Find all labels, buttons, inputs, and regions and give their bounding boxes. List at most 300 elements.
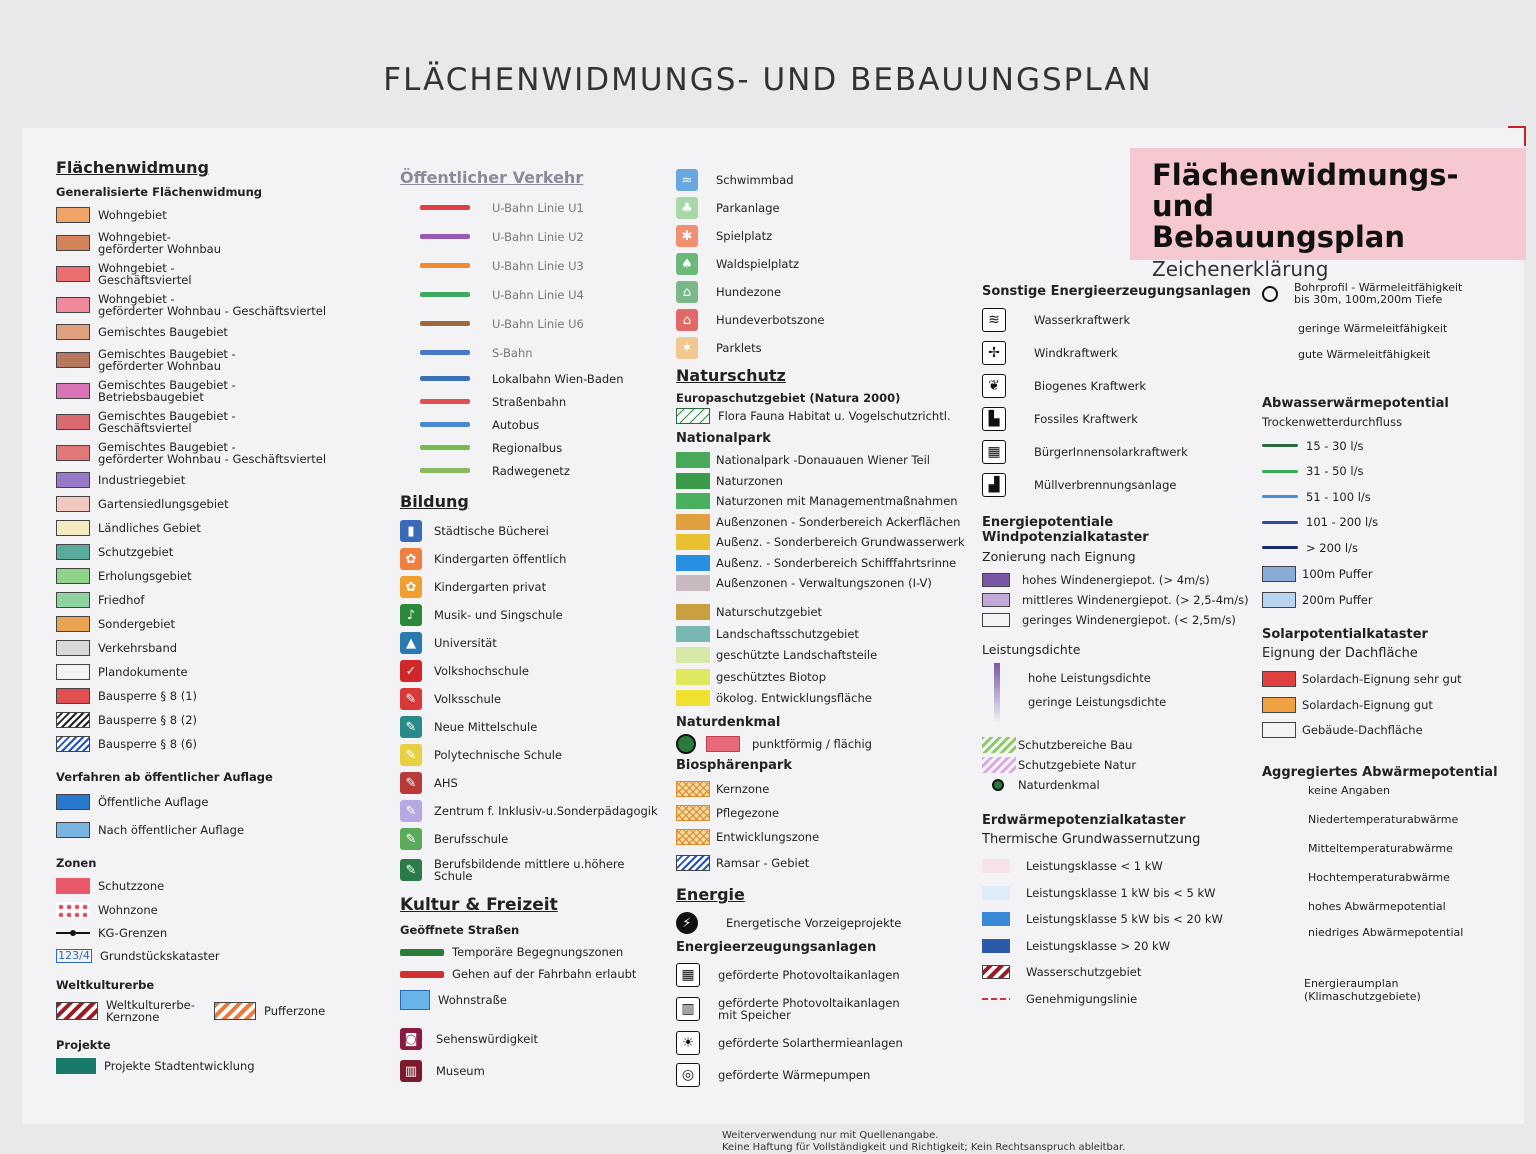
list-item: Nach öffentlicher Auflage: [56, 816, 386, 844]
sub-weltkulturerbe: Weltkulturerbe: [56, 978, 155, 992]
naturdenkmal-point-icon: [676, 734, 696, 754]
list-item: Pflegezone: [676, 801, 976, 825]
list-item: Naturzonen mit Managementmaßnahmen: [676, 491, 976, 512]
forest-icon: ♠: [676, 253, 698, 275]
legend-swatch: [982, 613, 1010, 627]
list-item: ♠ Waldspielplatz: [676, 250, 976, 278]
book-icon: ▮: [400, 520, 422, 542]
legend-swatch: [982, 939, 1010, 953]
list-item: ▥ geförderte Photovoltaikanlagen mit Speicher: [676, 991, 976, 1027]
list-item: Autobus: [400, 413, 676, 436]
sub-abwasser: Abwasserwärmepotential: [1262, 396, 1449, 411]
column-energie: [982, 278, 1268, 1012]
welterbe-row: Weltkulturerbe- Kernzone Pufferzone: [56, 996, 386, 1026]
legend-title-line2: Bebauungsplan: [1152, 220, 1405, 254]
heat-pump-icon: ◎: [676, 1063, 700, 1087]
column-abwaerme: [1262, 278, 1524, 1003]
legend-swatch: [56, 352, 90, 368]
biosphaere-swatch: [676, 781, 710, 797]
landmark-icon: ◙: [400, 1028, 422, 1050]
solar-panel-icon: ▦: [676, 963, 700, 987]
line-sample-icon: [420, 234, 470, 239]
freizeit-list: [676, 166, 976, 362]
kg-grenzen-line-icon: [56, 930, 90, 936]
column-flaechenwidmung: [56, 154, 386, 1076]
legend-swatch: [56, 496, 90, 512]
line-sample-icon: [400, 971, 444, 978]
line-sample-icon: [1262, 444, 1298, 447]
list-item: Wohngebiet- geförderter Wohnbau: [56, 227, 386, 258]
kataster-number: 123/4: [56, 949, 92, 963]
legend-swatch: [1262, 671, 1296, 687]
no-dog-icon: ⌂: [676, 309, 698, 331]
legend-swatch: [56, 640, 90, 656]
legend-swatch: [56, 472, 90, 488]
list-item: KG-Grenzen: [56, 922, 386, 944]
list-item: Schutzzone: [56, 874, 386, 898]
list-item: geschütztes Biotop: [676, 666, 976, 688]
list-item: Flora Fauna Habitat u. Vogelschutzrichtl.: [676, 407, 976, 425]
list-item: Regionalbus: [400, 436, 676, 459]
legend-swatch: [56, 207, 90, 223]
list-item: Nationalpark -Donauauen Wiener Teil: [676, 450, 976, 471]
solar-panel-icon: ▦: [982, 440, 1006, 464]
list-item: Sondergebiet: [56, 612, 386, 636]
legend-swatch: [982, 573, 1010, 587]
legend-swatch: [56, 822, 90, 838]
sub-erzeugung: Energieerzeugungsanlagen: [676, 940, 877, 955]
heading-bildung: Bildung: [400, 492, 469, 511]
grundwasser-label: Thermische Grundwassernutzung: [982, 832, 1201, 847]
schutz-list: [676, 602, 976, 710]
dog-icon: ⌂: [676, 281, 698, 303]
list-item: U-Bahn Linie U4: [400, 280, 676, 309]
biosphaere-swatch: [676, 829, 710, 845]
list-item: Gebäude-Dachfläche: [1262, 718, 1524, 744]
sun-icon: ☀: [676, 1031, 700, 1055]
list-item: Außenz. - Sonderbereich Grundwasserwerk: [676, 532, 976, 553]
list-item: > 200 l/s: [1262, 535, 1524, 561]
list-item: 51 - 100 l/s: [1262, 484, 1524, 510]
list-item: Wohngebiet - geförderter Wohnbau - Geschäftsviertel: [56, 289, 386, 320]
pen-icon: ✎: [400, 772, 422, 794]
list-item: ✎ Volksschule: [400, 685, 676, 713]
list-item: Wohnstraße: [400, 985, 676, 1015]
biosphaere-swatch: [676, 855, 710, 871]
legend-swatch: [1262, 722, 1296, 738]
legend-swatch: [56, 616, 90, 632]
list-item: keine Angaben: [1308, 784, 1390, 797]
list-item: S-Bahn: [400, 338, 676, 367]
legend-swatch: [56, 592, 90, 608]
line-sample-icon: [420, 445, 470, 450]
zonen-list: [56, 874, 386, 968]
dichte-gradient-bar: [994, 663, 1000, 723]
line-sample-icon: [420, 205, 470, 210]
list-item: ✎ AHS: [400, 769, 676, 797]
list-item: ✎ Neue Mittelschule: [400, 713, 676, 741]
list-item: Leistungsklasse 5 kW bis < 20 kW: [982, 906, 1268, 933]
line-sample-icon: [1262, 521, 1298, 524]
bohrprofil-row: Bohrprofil - Wärmeleitfähigkeit bis 30m, 100m,200m Tiefe: [1262, 278, 1524, 310]
list-item: geschützte Landschaftsteile: [676, 645, 976, 667]
sub-aggregiert: Aggregiertes Abwärmepotential: [1262, 765, 1498, 780]
legend-swatch: [56, 235, 90, 251]
wohnstrasse-swatch: [400, 990, 430, 1010]
line-sample-icon: [420, 376, 470, 381]
line-sample-icon: [400, 949, 444, 956]
sub-zonen: Zonen: [56, 856, 97, 870]
projekte-swatch: [56, 1058, 96, 1074]
list-item: ◎ geförderte Wärmepumpen: [676, 1059, 976, 1091]
list-item: Wohngebiet: [56, 203, 386, 227]
sub-solar: Solarpotentialkataster: [1262, 626, 1428, 642]
list-item: geringes Windenergiepot. (< 2,5m/s): [982, 610, 1268, 630]
line-sample-icon: [420, 263, 470, 268]
legend-swatch: [56, 568, 90, 584]
list-item: ≈ Schwimmbad: [676, 166, 976, 194]
welterbe-kern-swatch: [56, 1002, 98, 1020]
list-item: U-Bahn Linie U3: [400, 251, 676, 280]
factory-icon: ▙: [982, 407, 1006, 431]
pen-icon: ✎: [400, 828, 422, 850]
list-item: hohes Windenergiepot. (> 4m/s): [982, 570, 1268, 590]
line-sample-icon: [1262, 546, 1298, 549]
list-item: Niedertemperaturabwärme: [1308, 813, 1459, 826]
list-item: ▲ Universität: [400, 629, 676, 657]
music-icon: ♪: [400, 604, 422, 626]
footer-disclaimer: [722, 1130, 1242, 1154]
playground-icon: ✱: [676, 225, 698, 247]
legend-swatch: [56, 688, 90, 704]
erdwaerme-list: [982, 853, 1268, 1012]
list-item: Gemischtes Baugebiet - geförderter Wohnbau - Geschäftsviertel: [56, 437, 386, 468]
list-item: Entwicklungszone: [676, 825, 976, 849]
legend-swatch: [982, 965, 1010, 979]
list-item: Leistungsklasse < 1 kW: [982, 853, 1268, 880]
list-item: Gemischtes Baugebiet - Geschäftsviertel: [56, 406, 386, 437]
sub-generalisiert: Generalisierte Flächenwidmung: [56, 185, 263, 199]
legend-swatch: [676, 669, 710, 685]
list-item: geringe Wärmeleitfähigkeit: [1298, 322, 1448, 335]
legend-swatch: [676, 690, 710, 706]
list-item: Erholungsgebiet: [56, 564, 386, 588]
legend-swatch: [676, 514, 710, 530]
list-item: Naturdenkmal: [982, 775, 1268, 795]
list-item: Naturzonen: [676, 471, 976, 492]
legend-swatch: [676, 473, 710, 489]
museum-icon: ▥: [400, 1060, 422, 1082]
list-item: Schutzbereiche Bau: [982, 735, 1268, 755]
wohnzone-swatch: [56, 902, 90, 918]
lightning-icon: ⚡: [676, 912, 698, 934]
wind-icon: ✢: [982, 341, 1006, 365]
legend-swatch: [56, 664, 90, 680]
legend-swatch: [56, 383, 90, 399]
graduation-cap-icon: ▲: [400, 632, 422, 654]
nationalpark-list: [676, 450, 976, 594]
kultur-list: [400, 1023, 676, 1087]
list-item: Außenz. - Sonderbereich Schifffahrtsrinne: [676, 553, 976, 574]
list-item: Genehmigungslinie: [982, 986, 1268, 1013]
list-item: Bausperre § 8 (2): [56, 708, 386, 732]
list-item: punktförmig / flächig: [676, 734, 976, 754]
legend-swatch: [56, 736, 90, 752]
swimmer-icon: ≈: [676, 169, 698, 191]
sub-strassen: Geöffnete Straßen: [400, 923, 520, 937]
pen-icon: ✎: [400, 716, 422, 738]
legend-subtitle: Zeichenerklärung: [1152, 257, 1329, 281]
list-item: ⚡ Energetische Vorzeigeprojekte: [676, 910, 976, 936]
list-item: ♣ Parkanlage: [676, 194, 976, 222]
dach-label: Eignung der Dachfläche: [1262, 645, 1418, 661]
verkehr-list: [400, 193, 676, 482]
list-item: Friedhof: [56, 588, 386, 612]
list-item: Verkehrsband: [56, 636, 386, 660]
list-item: ✶ Parklets: [676, 334, 976, 362]
list-item: ▦ geförderte Photovoltaikanlagen: [676, 959, 976, 991]
wind-list: [982, 570, 1268, 630]
list-item: 100m Puffer: [1262, 561, 1524, 587]
legend-swatch: [676, 604, 710, 620]
line-sample-icon: [420, 468, 470, 473]
list-item: ✎ Zentrum f. Inklusiv-u.Sonderpädagogik: [400, 797, 676, 825]
trocken-label: Trockenwetterdurchfluss: [1262, 415, 1403, 429]
legend-swatch: [676, 534, 710, 550]
heading-verkehr: Öffentlicher Verkehr: [400, 168, 584, 187]
legend-swatch: [56, 520, 90, 536]
legend-swatch: [982, 998, 1010, 1000]
strassen-list: [400, 941, 676, 985]
list-item: Solardach-Eignung sehr gut: [1262, 667, 1524, 693]
heading-naturschutz: Naturschutz: [676, 366, 786, 385]
sub-nationalpark: Nationalpark: [676, 431, 771, 446]
list-item: ▙ Fossiles Kraftwerk: [982, 402, 1268, 435]
list-item: Plandokumente: [56, 660, 386, 684]
leaf-icon: ❦: [982, 374, 1006, 398]
list-item: niedriges Abwärmepotential: [1308, 926, 1464, 939]
sub-natura: Europaschutzgebiet (Natura 2000): [676, 391, 901, 405]
column-verkehr-bildung: [400, 164, 676, 1087]
list-item: Leistungsklasse > 20 kW: [982, 933, 1268, 960]
natura-swatch: [676, 408, 710, 424]
list-item: ✿ Kindergarten öffentlich: [400, 545, 676, 573]
heading-flaechenwidmung: Flächenwidmung: [56, 158, 209, 177]
legend-swatch: [676, 626, 710, 642]
flower-icon: ✿: [400, 548, 422, 570]
solar-list: [1262, 667, 1524, 744]
legend-swatch: [56, 297, 90, 313]
list-item: Bausperre § 8 (6): [56, 732, 386, 756]
parklet-icon: ✶: [676, 337, 698, 359]
biosphaere-list: [676, 777, 976, 877]
list-item: hohes Abwärmepotential: [1308, 900, 1446, 913]
list-item: 31 - 50 l/s: [1262, 459, 1524, 485]
list-item: ▥ Museum: [400, 1055, 676, 1087]
biosphaere-swatch: [676, 805, 710, 821]
list-item: ✎ Berufsbildende mittlere u.höhere Schule: [400, 853, 676, 887]
list-item: Wohngebiet - Geschäftsviertel: [56, 258, 386, 289]
list-item: Gemischtes Baugebiet - Betriebsbaugebiet: [56, 375, 386, 406]
list-item: ✓ Volkshochschule: [400, 657, 676, 685]
pufferzone-swatch: [214, 1002, 256, 1020]
legend-title-line1: Flächenwidmungs- und: [1152, 158, 1459, 223]
energieraumplan-label: Energieraumplan (Klimaschutzgebiete): [1304, 977, 1421, 1003]
list-item: Ländliches Gebiet: [56, 516, 386, 540]
list-item: Hochtemperaturabwärme: [1308, 871, 1450, 884]
legend-title-box: [1130, 148, 1526, 281]
list-item: ökolog. Entwicklungsfläche: [676, 688, 976, 710]
list-item: Radwegenetz: [400, 459, 676, 482]
sub-erdwaerme: Erdwärmepotenzialkataster: [982, 813, 1186, 828]
list-item: 101 - 200 l/s: [1262, 510, 1524, 536]
list-item: Industriegebiet: [56, 468, 386, 492]
bildung-list: [400, 517, 676, 887]
legend-swatch: [982, 593, 1010, 607]
list-item: Schutzgebiete Natur: [982, 755, 1268, 775]
list-item: Temporäre Begegnungszonen: [400, 941, 676, 963]
durchfluss-list: [1262, 433, 1524, 561]
list-item: Bausperre § 8 (1): [56, 684, 386, 708]
heading-kultur: Kultur & Freizeit: [400, 895, 558, 915]
schutzbereich-swatch: [982, 737, 1016, 753]
check-icon: ✓: [400, 660, 422, 682]
list-item: ✿ Kindergarten privat: [400, 573, 676, 601]
list-item: gute Wärmeleitfähigkeit: [1298, 348, 1431, 361]
list-item: Leistungsklasse 1 kW bis < 5 kW: [982, 880, 1268, 907]
leistungsdichte-gradient: hohe Leistungsdichte geringe Leistungsdichte: [982, 663, 1268, 727]
list-item: 123/4 Grundstückskataster: [56, 944, 386, 968]
list-item: Öffentliche Auflage: [56, 788, 386, 816]
legend-swatch: [56, 414, 90, 430]
legend-swatch: [676, 575, 710, 591]
verfahren-list: [56, 788, 386, 844]
sub-biosphaere: Biosphärenpark: [676, 758, 792, 773]
line-sample-icon: [420, 422, 470, 427]
projekte-row: Projekte Stadtentwicklung: [56, 1056, 386, 1076]
water-icon: ≋: [982, 308, 1006, 332]
legend-swatch: [982, 912, 1010, 926]
legend-swatch: [676, 452, 710, 468]
list-item: Naturschutzgebiet: [676, 602, 976, 624]
sub-naturdenkmal: Naturdenkmal: [676, 715, 781, 730]
flower-icon: ✿: [400, 576, 422, 598]
pen-icon: ✎: [400, 688, 422, 710]
legend-swatch: [982, 886, 1010, 900]
list-item: Außenzonen - Verwaltungszonen (I-V): [676, 573, 976, 594]
sub-verfahren: Verfahren ab öffentlicher Auflage: [56, 770, 273, 784]
list-item: Landschaftsschutzgebiet: [676, 623, 976, 645]
sub-wind: Energiepotentiale Windpotenzialkataster: [982, 515, 1149, 545]
sub-sonstige: Sonstige Energieerzeugungsanlagen: [982, 284, 1251, 299]
list-item: ✎ Polytechnische Schule: [400, 741, 676, 769]
list-item: ✱ Spielplatz: [676, 222, 976, 250]
legend-swatch: [56, 324, 90, 340]
line-sample-icon: [1262, 470, 1298, 473]
footer-line2: Keine Haftung für Vollständigkeit und Richtigkeit; Kein Rechtsanspruch ableitbar.: [722, 1142, 1126, 1153]
list-item: Ramsar - Gebiet: [676, 849, 976, 877]
line-sample-icon: [420, 399, 470, 404]
legend-swatch: [1262, 592, 1296, 608]
incinerator-icon: ▟: [982, 473, 1006, 497]
list-item: Schutzgebiet: [56, 540, 386, 564]
waerme-list: [1262, 322, 1524, 374]
list-item: Gartensiedlungsgebiet: [56, 492, 386, 516]
erzeugung-list: [676, 959, 976, 1091]
list-item: mittleres Windenergiepot. (> 2,5-4m/s): [982, 590, 1268, 610]
list-item: Wasserschutzgebiet: [982, 959, 1268, 986]
list-item: Gemischtes Baugebiet: [56, 320, 386, 344]
list-item: Solardach-Eignung gut: [1262, 692, 1524, 718]
legend-swatch: [56, 445, 90, 461]
zonierung-label: Zonierung nach Eignung: [982, 549, 1136, 564]
list-item: Außenzonen - Sonderbereich Ackerflächen: [676, 512, 976, 533]
sonstige-list: [982, 303, 1268, 501]
line-sample-icon: [420, 350, 470, 355]
line-sample-icon: [420, 321, 470, 326]
schutzbereiche-list: [982, 735, 1268, 795]
list-item: ◙ Sehenswürdigkeit: [400, 1023, 676, 1055]
legend-panel: [22, 128, 1524, 1124]
pen-icon: ✎: [400, 859, 422, 881]
leistungsdichte-label: Leistungsdichte: [982, 642, 1081, 657]
legend-swatch: [1262, 566, 1296, 582]
footer-line1: Weiterverwendung nur mit Quellenangabe.: [722, 1130, 939, 1141]
legend-swatch: [1262, 697, 1296, 713]
list-item: U-Bahn Linie U2: [400, 222, 676, 251]
list-item: Kernzone: [676, 777, 976, 801]
puffer-list: [1262, 561, 1524, 613]
legend-swatch: [676, 647, 710, 663]
widmung-list: [56, 203, 386, 756]
list-item: Gehen auf der Fahrbahn erlaubt: [400, 963, 676, 985]
aggregiert-list: [1262, 784, 1524, 955]
schutzbereich-swatch: [982, 757, 1016, 773]
list-item: ≋ Wasserkraftwerk: [982, 303, 1268, 336]
legend-swatch: [676, 555, 710, 571]
tree-icon: ♣: [676, 197, 698, 219]
list-item: 15 - 30 l/s: [1262, 433, 1524, 459]
pen-icon: ✎: [400, 744, 422, 766]
sub-projekte: Projekte: [56, 1038, 111, 1052]
legend-swatch: [56, 794, 90, 810]
list-item: Wohnzone: [56, 898, 386, 922]
list-item: ▟ Müllverbrennungsanlage: [982, 468, 1268, 501]
list-item: ▮ Städtische Bücherei: [400, 517, 676, 545]
list-item: 200m Puffer: [1262, 587, 1524, 613]
list-item: Lokalbahn Wien-Baden: [400, 367, 676, 390]
list-item: ⌂ Hundezone: [676, 278, 976, 306]
list-item: ☀ geförderte Solarthermieanlagen: [676, 1027, 976, 1059]
heading-energie: Energie: [676, 885, 745, 904]
list-item: ▦ BürgerInnensolarkraftwerk: [982, 435, 1268, 468]
legend-swatch: [56, 544, 90, 560]
line-sample-icon: [1262, 495, 1298, 498]
list-item: ♪ Musik- und Singschule: [400, 601, 676, 629]
legend-swatch: [676, 493, 710, 509]
list-item: ✎ Berufsschule: [400, 825, 676, 853]
column-freizeit-natur: [676, 166, 976, 1091]
list-item: Gemischtes Baugebiet - geförderter Wohnbau: [56, 344, 386, 375]
schutzzone-swatch: [56, 878, 90, 894]
battery-icon: ▥: [676, 997, 700, 1021]
page-title: FLÄCHENWIDMUNGS- UND BEBAUUNGSPLAN: [383, 62, 1153, 98]
list-item: ⌂ Hundeverbotszone: [676, 306, 976, 334]
pen-icon: ✎: [400, 800, 422, 822]
line-sample-icon: [420, 292, 470, 297]
bohrprofil-circle-icon: [1262, 286, 1278, 302]
legend-swatch: [982, 859, 1010, 873]
